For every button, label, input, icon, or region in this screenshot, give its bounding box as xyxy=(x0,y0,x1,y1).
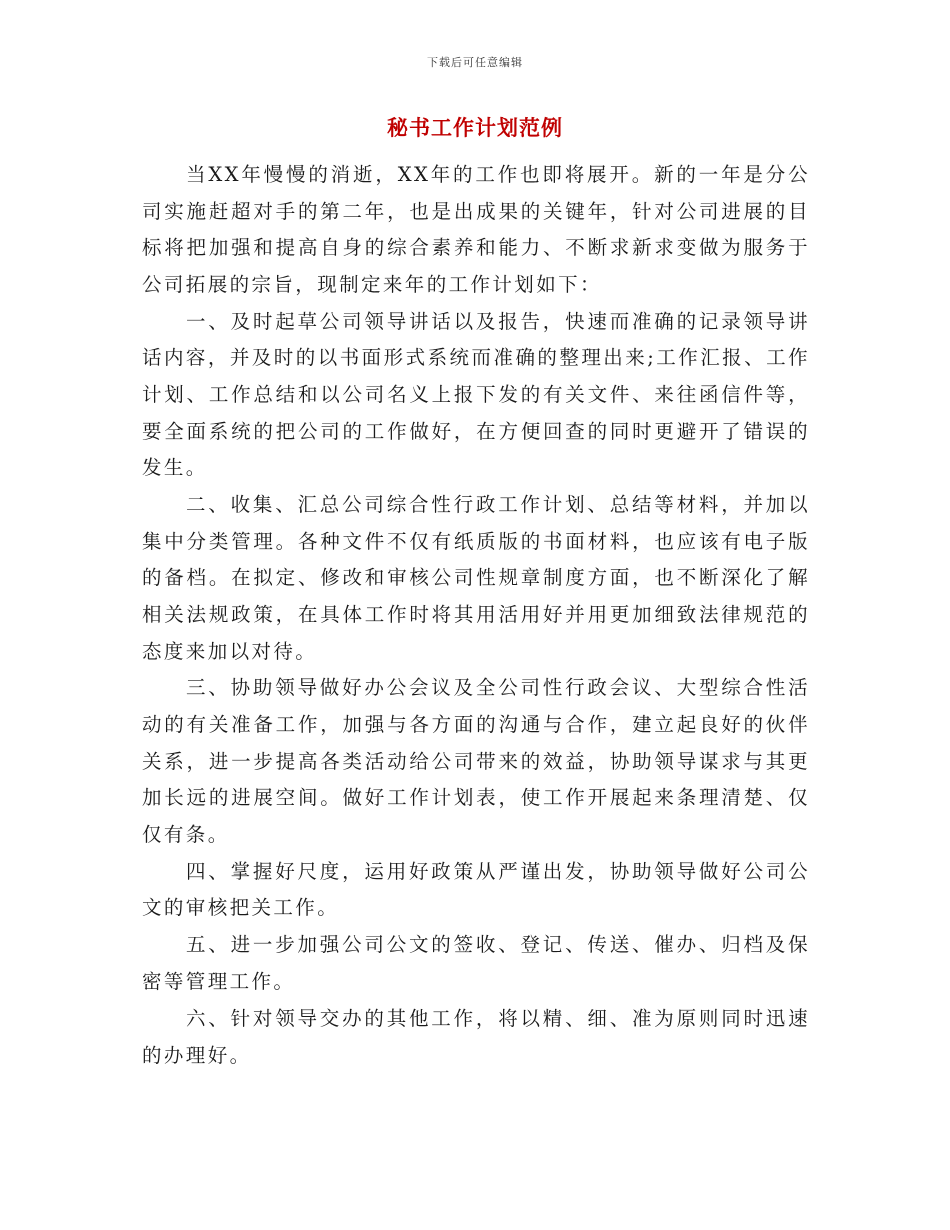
document-title: 秘书工作计划范例 xyxy=(387,115,563,140)
paragraph-item-3: 三、协助领导做好办公会议及全公司性行政会议、大型综合性活动的有关准备工作，加强与各方面的沟通与合作，建立起良好的伙伴关系，进一步提高各类活动给公司带来的效益，协助领导谋求与其更加长远的进展空间。做好工作计划表，使工作开展起来条理清楚、仅仅有条。 xyxy=(142,676,810,846)
paragraph-item-4: 四、掌握好尺度，运用好政策从严谨出发，协助领导做好公司公文的审核把关工作。 xyxy=(142,859,810,920)
header-note: 下载后可任意编辑 xyxy=(427,56,523,69)
paragraph-item-2: 二、收集、汇总公司综合性行政工作计划、总结等材料，并加以集中分类管理。各种文件不仅有纸质版的书面材料，也应该有电子版的备档。在拟定、修改和审核公司性规章制度方面，也不断深化了解相关法规政策，在具体工作时将其用活用好并用更加细致法律规范的态度来加以对待。 xyxy=(142,493,810,663)
paragraph-item-5: 五、进一步加强公司公文的签收、登记、传送、催办、归档及保密等管理工作。 xyxy=(142,933,810,994)
paragraph-intro: 当XX年慢慢的消逝，XX年的工作也即将展开。新的一年是分公司实施赶超对手的第二年，也是出成果的关键年，针对公司进展的目标将把加强和提高自身的综合素养和能力、不断求新求变做为服务于公司拓展的宗旨，现制定来年的工作计划如下： xyxy=(142,163,810,296)
document-body xyxy=(142,157,810,1075)
paragraph-item-6: 六、针对领导交办的其他工作，将以精、细、准为原则同时迅速的办理好。 xyxy=(142,1007,810,1067)
paragraph-item-1: 一、及时起草公司领导讲话以及报告，快速而准确的记录领导讲话内容，并及时的以书面形式系统而准确的整理出来;工作汇报、工作计划、工作总结和以公司名义上报下发的有关文件、来往函信件等，要全面系统的把公司的工作做好，在方便回查的同时更避开了错误的发生。 xyxy=(142,309,810,480)
